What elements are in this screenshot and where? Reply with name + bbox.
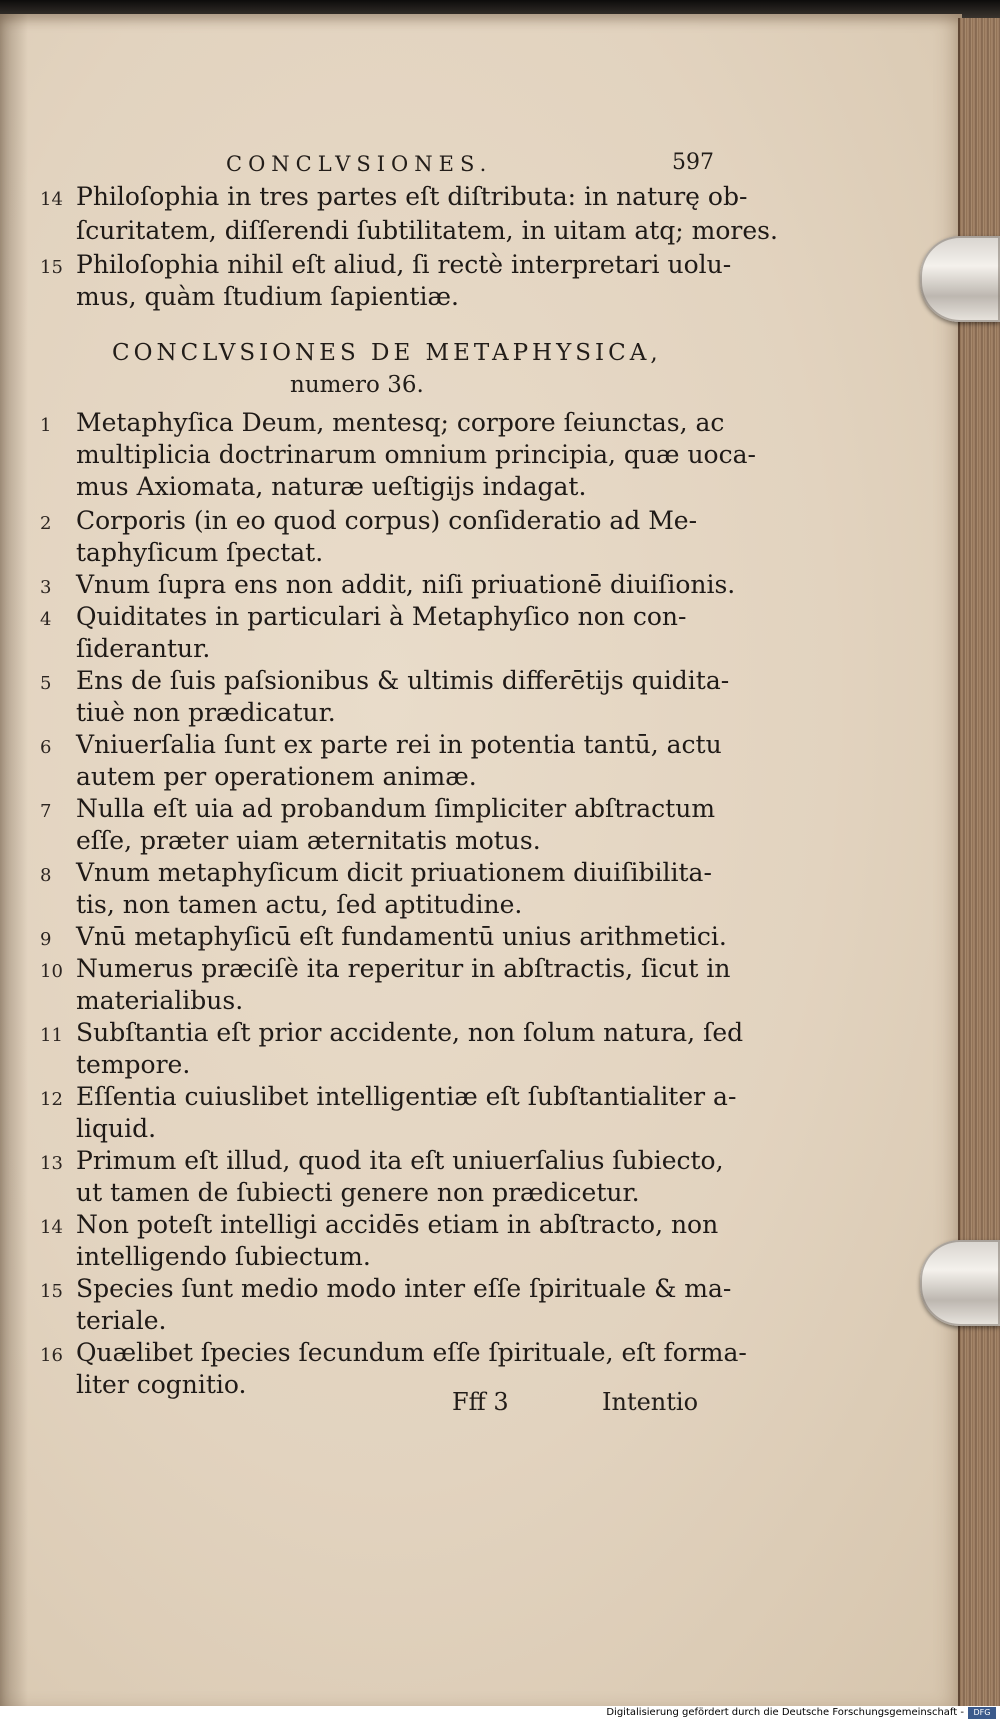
line-text: Philoſophia nihil eſt aliud, ſi rectè interpretari uolu- <box>76 250 732 279</box>
text-line <box>40 826 541 856</box>
text-line <box>40 922 727 955</box>
text-line <box>40 1338 747 1371</box>
book-clamp-upper <box>920 236 1000 322</box>
line-text: Corporis (in eo quod corpus) conſideratio ad Me- <box>76 506 698 535</box>
text-line <box>40 1210 718 1243</box>
text-line <box>40 698 336 728</box>
line-text: multiplicia doctrinarum omnium principia, quæ uoca- <box>76 440 756 469</box>
text-line <box>40 666 729 699</box>
text-line <box>40 1146 724 1179</box>
line-text: teriale. <box>76 1306 167 1335</box>
line-text: mus Axiomata, naturæ ueſtigijs indagat. <box>76 472 587 501</box>
line-number: 5 <box>40 673 52 694</box>
text-line <box>40 506 697 539</box>
line-number: 9 <box>40 929 52 950</box>
line-text: Philoſophia in tres partes eſt diſtributa: in naturę ob- <box>76 182 748 211</box>
line-number: 6 <box>40 737 52 758</box>
line-number: 1 <box>40 415 52 436</box>
text-line <box>40 986 243 1016</box>
line-text: liquid. <box>76 1114 157 1143</box>
text-line <box>40 1050 190 1080</box>
text-line <box>40 890 522 920</box>
line-number: 7 <box>40 801 52 822</box>
line-number: 10 <box>40 961 63 982</box>
line-text: Subſtantia eſt prior accidente, non ſolum natura, ſed <box>76 1018 744 1047</box>
text-line <box>40 794 715 827</box>
line-text: intelligendo ſubiectum. <box>76 1242 371 1271</box>
line-number: 14 <box>40 1217 63 1238</box>
line-text: eſſe, præter uiam æternitatis motus. <box>76 826 541 855</box>
line-text: tiuè non prædicatur. <box>76 698 336 727</box>
text-line <box>40 1082 736 1115</box>
line-text: Eſſentia cuiuslibet intelligentiæ eſt ſubſtantialiter a- <box>76 1082 737 1111</box>
line-number: 8 <box>40 865 52 886</box>
running-head: CONCLVSIONES. <box>226 152 493 176</box>
catchword: Intentio <box>602 1388 699 1416</box>
text-line <box>40 538 323 568</box>
page-number: 597 <box>672 150 714 175</box>
line-text: Metaphyſica Deum, mentesq; corpore ſeiunctas, ac <box>76 408 725 437</box>
section-heading: CONCLVSIONES DE METAPHYSICA, <box>112 340 662 366</box>
line-text: ſiderantur. <box>76 634 211 663</box>
digitization-footer <box>0 1706 1000 1720</box>
dfg-logo-icon: DFG <box>968 1707 996 1719</box>
text-line <box>40 1274 731 1307</box>
text-line <box>40 250 731 283</box>
line-number: 2 <box>40 513 52 534</box>
line-number: 13 <box>40 1153 63 1174</box>
line-text: mus, quàm ſtudium ſapientiæ. <box>76 282 459 311</box>
line-text: ſcuritatem, diſſerendi ſubtilitatem, in uitam atq; mores. <box>76 216 778 245</box>
line-number: 3 <box>40 577 52 598</box>
line-number: 15 <box>40 1281 63 1302</box>
text-line <box>40 858 712 891</box>
text-line <box>40 602 686 635</box>
line-number: 15 <box>40 257 63 278</box>
line-number: 12 <box>40 1089 63 1110</box>
text-line <box>40 1018 743 1051</box>
footer-credit: Digitalisierung gefördert durch die Deutsche Forschungsgemeinschaft - <box>606 1707 964 1718</box>
line-text: Quælibet ſpecies ſecundum eſſe ſpirituale, eſt forma- <box>76 1338 747 1367</box>
line-text: liter cognitio. <box>76 1370 247 1399</box>
text-line <box>40 1242 371 1272</box>
text-line <box>40 182 747 215</box>
text-line <box>40 570 735 603</box>
line-number: 11 <box>40 1025 63 1046</box>
text-line <box>40 730 722 763</box>
line-text: Primum eſt illud, quod ita eſt uniuerſalius ſubiecto, <box>76 1146 724 1175</box>
text-line <box>40 1178 640 1208</box>
line-number: 16 <box>40 1345 63 1366</box>
line-number: 4 <box>40 609 52 630</box>
line-text: Vniuerſalia ſunt ex parte rei in potentia tantū, actu <box>76 730 722 759</box>
line-text: Non poteſt intelligi accidēs etiam in abſtracto, non <box>76 1210 719 1239</box>
line-text: Vnum ſupra ens non addit, niſi priuationē diuiſionis. <box>76 570 736 599</box>
signature-mark: Fff 3 <box>452 1388 509 1416</box>
gutter-shadow <box>0 14 28 1710</box>
text-line <box>40 1306 166 1336</box>
line-number: 14 <box>40 189 63 210</box>
text-line <box>40 282 459 312</box>
text-line <box>40 472 586 502</box>
text-line <box>40 408 724 441</box>
text-line <box>40 1114 156 1144</box>
line-text: Vnū metaphyſicū eſt fundamentū unius arithmetici. <box>76 922 727 951</box>
line-text: Nulla eſt uia ad probandum ſimpliciter abſtractum <box>76 794 716 823</box>
text-line <box>40 954 731 987</box>
text-line <box>40 762 477 792</box>
section-subheading: numero 36. <box>290 372 424 398</box>
line-text: materialibus. <box>76 986 244 1015</box>
line-text: taphyſicum ſpectat. <box>76 538 324 567</box>
text-line <box>40 634 210 664</box>
book-clamp-lower <box>920 1240 1000 1326</box>
text-line <box>40 440 756 470</box>
text-line <box>40 1370 246 1400</box>
line-text: Quiditates in particulari à Metaphyſico non con- <box>76 602 687 631</box>
line-text: Numerus præciſè ita reperitur in abſtractis, ſicut in <box>76 954 731 983</box>
line-text: Vnum metaphyſicum dicit priuationem diuiſibilita- <box>76 858 712 887</box>
text-line <box>40 216 778 246</box>
line-text: tempore. <box>76 1050 191 1079</box>
line-text: Ens de ſuis paſsionibus & ultimis differētijs quidita- <box>76 666 730 695</box>
line-text: ut tamen de ſubiecti genere non prædicetur. <box>76 1178 640 1207</box>
line-text: autem per operationem animæ. <box>76 762 477 791</box>
line-text: Species ſunt medio modo inter eſſe ſpirituale & ma- <box>76 1274 732 1303</box>
line-text: tis, non tamen actu, ſed aptitudine. <box>76 890 523 919</box>
